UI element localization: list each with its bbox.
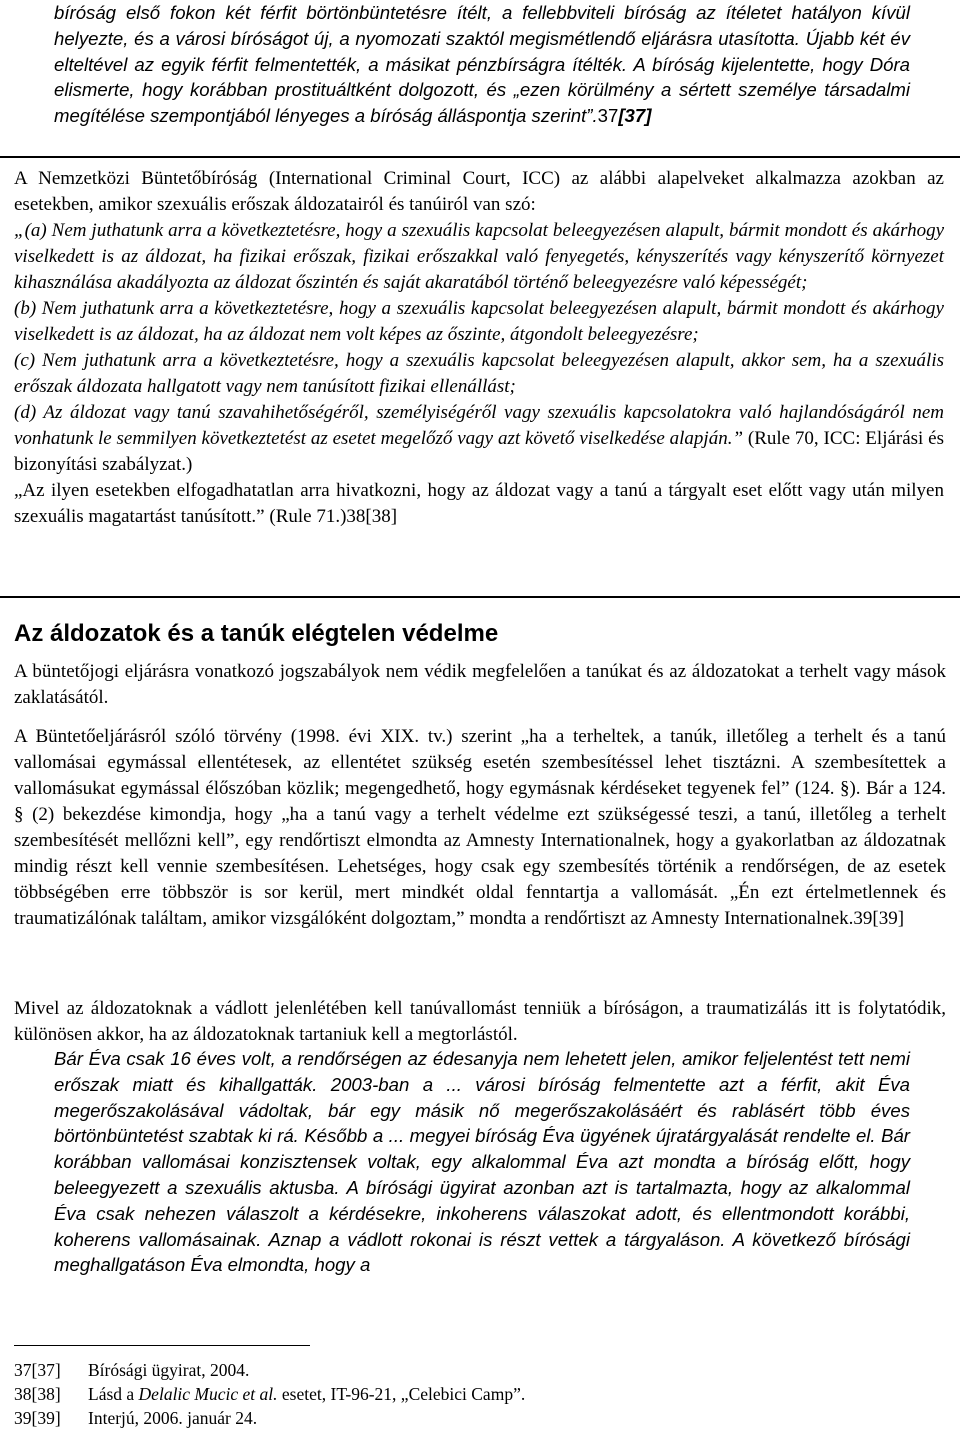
footnote-39 — [14, 1406, 525, 1430]
section-para-2: A Büntetőeljárásról szóló törvény (1998. évi XIX. tv.) szerint „ha a terheltek, a tanúk, illetőleg a terhelt és a tanú vallomásai egymással ellentétesek, az ellentétet szükség esetén szembesítéssel lehet tisztázni. A szembesítettek a vallomásukat egymással élőszóban közlik; megengedhető, hogy egymásnak kérdéseket tegyenek fel” (124. §). Bár a 124. § (2) bekezdése kimondja, hogy „ha a tanú vagy a terhelt védelme ezt szükségessé teszi, a tanú, illetőleg a terhelt szembesítését mellőzni kell”, egy rendőrtiszt elmondta az Amnesty Internationalnek, hogy a gyakorlatban az áldozatnak mindig részt kell vennie szembesítésen. Lehetséges, hogy csak egy szembesítés történik a rendőrségen, de az esetek többségében erre többször is sor kerül, mert mindkét oldal fenntartja a vallomását. „Én ezt értelmetlennek és traumatizálónak találtam, amikor vizsgálóként dolgoztam,” mondta a rendőrtiszt az Amnesty Internationalnek.39[39] — [14, 726, 946, 929]
footnote-ref-37-bold: [37] — [618, 105, 652, 127]
footnote-ref-37: 37 — [597, 105, 619, 127]
case-study-dora-text: bíróság első fokon két férfit börtönbüntetésre ítélt, a fellebbviteli bíróság az ítéletet hatályon kívül helyezte, és a városi bíróságot új, a nyomozati szaktól megismétlendő eljárásra utasította. Újabb két év elteltével az egyik férfit felmentették, a másikat pénzbírságra ítélték. A bíróság kijelentette, hogy Dóra elismerte, hogy korábban prostituáltként dolgozott, és „ezen körülmény a sértett személye társadalmi megítélése szempontjából lényeges a bíróság álláspontja szerint”. — [54, 2, 910, 127]
icc-item-a: „(a) Nem juthatunk arra a következtetésre, hogy a szexuális kapcsolat beleegyezésen alapult, bármit mondott és akárhogy viselkedett is az áldozat, ha fizikai erőszak, fizikai erőszakkal való fenyegetés, kényszerítés vagy kényszerítő környezet kihasználása akadályozta az áldozat őszintén és saját akaratából történő beleegyezésre való képességét; — [14, 220, 944, 293]
icc-item-d-source: (Rule 70, ICC: Eljárási és bizonyítási szabályzat.) — [14, 428, 945, 475]
section-heading: Az áldozatok és a tanúk elégtelen védelme — [14, 620, 499, 647]
icc-item-d: (d) Az áldozat vagy tanú szavahihetőségéről, személyiségéről vagy szexuális kapcsolatokra való hajlandóságáról nem vonhatunk le semmilyen következtetést az esetet megelőző vagy azt követő viselkedése alapján.” — [14, 402, 944, 449]
icc-item-c: (c) Nem juthatunk arra a következtetésre, hogy a szexuális kapcsolat beleegyezésen alapult, akkor sem, ha a szexuális erőszak áldozata hallgatott vagy nem tanúsított fizikai ellenállást; — [14, 350, 944, 397]
footnote-text-rest: esetet, IT-96-21, „Celebici Camp”. — [277, 1384, 526, 1404]
icc-item-d-para — [14, 400, 944, 478]
footnote-divider — [14, 1345, 310, 1346]
footnote-text: Lásd a — [88, 1384, 139, 1404]
case-study-eva: Bár Éva csak 16 éves volt, a rendőrségen az édesanyja nem lehetett jelen, amikor feljelentést tett nemi erőszak miatt és kihallgatták. 2003-ban a ... városi bíróság felmentette azt a férfit, akit Éva megerőszakolásával vádoltak, bár egy másik nő megerőszakolásáért és rablásért több éves börtönbüntetést szabtak ki rá. Később a ... megyei bíróság Éva ügyének újratárgyalását rendelte el. Bár korábban vallomásai konzisztensek voltak, egy alkalommal Éva azt mondta a bíróság előtt, hogy beleegyezett a szexuális aktusba. A bírósági ügyirat azonban azt is tartalmazta, hogy az alkalommal Éva csak nehezen válaszolt a kérdésekre, inkoherens válaszokat adott, és ellentmondott korábbi, koherens vallomásainak. Aznap a vádlott rokonai is részt vettek a tárgyaláson. A következő bírósági meghallgatáson Éva elmondta, hogy a — [54, 1048, 910, 1276]
footnote-text: Interjú, 2006. január 24. — [88, 1408, 258, 1428]
icc-principles-box — [0, 156, 960, 598]
footnote-text: Bírósági ügyirat, 2004. — [88, 1360, 250, 1380]
footnote-number: 37[37] — [14, 1360, 61, 1380]
icc-intro: A Nemzetközi Büntetőbíróság (International Criminal Court, ICC) az alábbi alapelveket alkalmazza azokban az esetekben, amikor szexuális erőszak áldozatairól és tanúiról van szó: — [14, 168, 944, 215]
footnote-38 — [14, 1382, 525, 1406]
icc-item-b: (b) Nem juthatunk arra a következtetésre, hogy a szexuális kapcsolat beleegyezésen alapult, bármit mondott és akárhogy viselkedett is az áldozat, ha az áldozat nem volt képes az őszinte, átgondolt beleegyezésre; — [14, 298, 944, 345]
footnotes — [14, 1358, 525, 1430]
icc-rule-71: „Az ilyen esetekben elfogadhatatlan arra hivatkozni, hogy az áldozat vagy a tanú a tárgyalt eset előtt vagy után milyen szexuális magatartást tanúsított.” (Rule 71.)38[38] — [14, 480, 944, 527]
footnote-37 — [14, 1358, 525, 1382]
section-para-1: A büntetőjogi eljárásra vonatkozó jogszabályok nem védik megfelelően a tanúkat és az áldozatokat a terhelt vagy mások zaklatásától. — [14, 661, 946, 708]
case-study-dora — [54, 0, 910, 129]
section-para-3: Mivel az áldozatoknak a vádlott jelenlétében kell tanúvallomást tenniük a bíróságon, a traumatizálás itt is folytatódik, különösen akkor, ha az áldozatoknak tartaniuk kell a megtorlástól. — [14, 998, 946, 1045]
footnote-number: 38[38] — [14, 1384, 61, 1404]
footnote-case-name: Delalic Mucic et al. — [138, 1384, 278, 1404]
footnote-number: 39[39] — [14, 1408, 61, 1428]
